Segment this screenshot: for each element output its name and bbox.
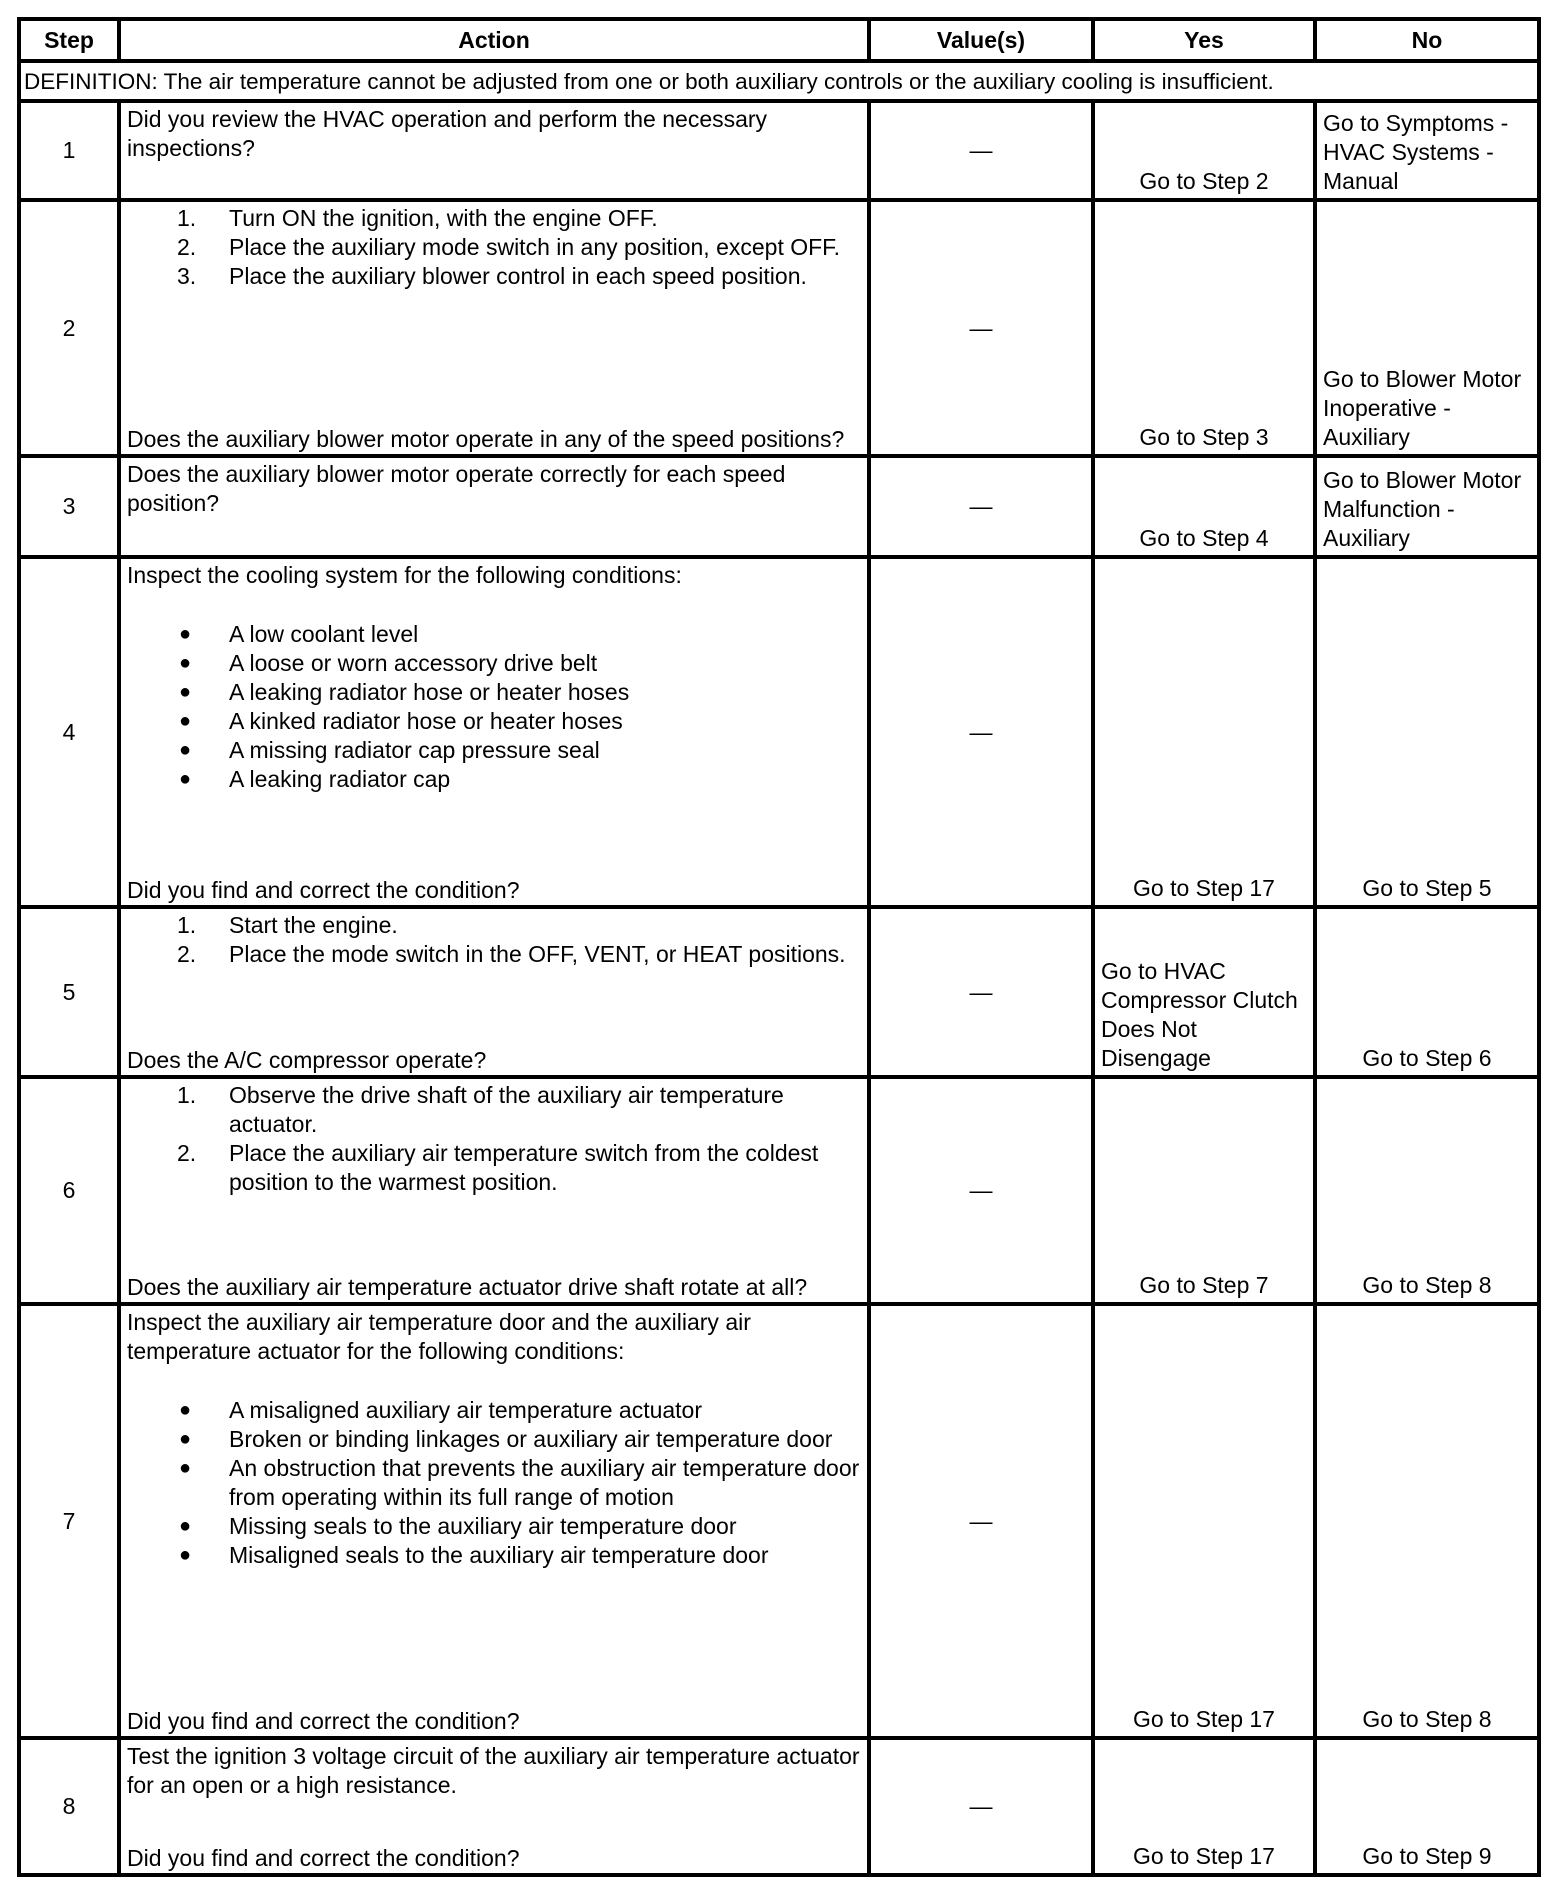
action-instructions <box>127 1081 861 1197</box>
no-link[interactable]: Go to Step 8 <box>1317 1306 1537 1736</box>
list-item-text: An obstruction that prevents the auxiliary air temperature door from operating within its full range of motion <box>229 1455 860 1510</box>
yes-link[interactable]: Go to Step 17 <box>1095 1306 1313 1736</box>
header-action: Action <box>121 21 867 59</box>
yes-link[interactable]: Go to Step 2 <box>1095 103 1313 198</box>
no-link[interactable]: Go to Blower Motor Inoperative - Auxiliary <box>1317 202 1537 454</box>
list-item <box>127 1081 861 1139</box>
list-number: 2. <box>177 1140 197 1166</box>
list-item <box>127 736 861 765</box>
list-item-text: A kinked radiator hose or heater hoses <box>229 708 623 734</box>
yes-link[interactable]: Go to Step 17 <box>1095 1740 1313 1873</box>
step-number: 1 <box>21 103 117 198</box>
list-item <box>127 1541 861 1570</box>
no-link[interactable]: Go to Step 6 <box>1317 909 1537 1075</box>
numbered-list <box>127 204 861 291</box>
bullet-list <box>127 620 861 794</box>
value-cell: — <box>871 1079 1091 1302</box>
list-item-text: Place the auxiliary mode switch in any position, except OFF. <box>229 234 841 260</box>
list-item-text: Observe the drive shaft of the auxiliary air temperature actuator. <box>229 1082 784 1137</box>
action-instructions <box>127 911 861 969</box>
list-item-text: A misaligned auxiliary air temperature actuator <box>229 1397 703 1423</box>
list-item <box>127 911 861 940</box>
bullet-icon: ● <box>179 681 192 703</box>
action-instructions <box>127 105 861 163</box>
action-question: Does the auxiliary blower motor operate in any of the speed positions? <box>127 426 845 452</box>
value-cell: — <box>871 1306 1091 1736</box>
header-step: Step <box>21 21 117 59</box>
header-no: No <box>1317 21 1537 59</box>
action-cell <box>121 458 867 555</box>
action-cell <box>121 909 867 1075</box>
action-cell <box>121 1306 867 1736</box>
value-cell: — <box>871 458 1091 555</box>
action-instructions <box>127 1742 861 1800</box>
list-item-text: Missing seals to the auxiliary air temperature door <box>229 1513 737 1539</box>
action-intro: Test the ignition 3 voltage circuit of the auxiliary air temperature actuator for an open or a high resistance. <box>127 1743 860 1798</box>
step-number: 5 <box>21 909 117 1075</box>
list-item <box>127 1139 861 1197</box>
action-cell <box>121 559 867 905</box>
numbered-list <box>127 911 861 969</box>
definition-row: DEFINITION: The air temperature cannot be adjusted from one or both auxiliary controls or the auxiliary cooling is insufficient. <box>21 63 1537 99</box>
bullet-icon: ● <box>179 768 192 790</box>
list-item-text: Start the engine. <box>229 912 398 938</box>
bullet-icon: ● <box>179 1457 192 1479</box>
value-cell: — <box>871 202 1091 454</box>
list-item <box>127 1425 861 1454</box>
bullet-icon: ● <box>179 1544 192 1566</box>
action-question: Did you find and correct the condition? <box>127 1708 520 1734</box>
bullet-icon: ● <box>179 710 192 732</box>
list-number: 2. <box>177 941 197 967</box>
bullet-icon: ● <box>179 1515 192 1537</box>
step-number: 2 <box>21 202 117 454</box>
list-item <box>127 620 861 649</box>
no-link[interactable]: Go to Symptoms - HVAC Systems - Manual <box>1317 103 1537 198</box>
list-item <box>127 940 861 969</box>
yes-link[interactable]: Go to Step 7 <box>1095 1079 1313 1302</box>
action-cell <box>121 202 867 454</box>
list-item-text: Turn ON the ignition, with the engine OFF. <box>229 205 658 231</box>
no-link[interactable]: Go to Blower Motor Malfunction - Auxiliary <box>1317 458 1537 555</box>
bullet-icon: ● <box>179 1428 192 1450</box>
action-cell <box>121 1079 867 1302</box>
list-item <box>127 1512 861 1541</box>
list-number: 3. <box>177 263 197 289</box>
no-link[interactable]: Go to Step 8 <box>1317 1079 1537 1302</box>
header-values: Value(s) <box>871 21 1091 59</box>
list-item-text: Misaligned seals to the auxiliary air temperature door <box>229 1542 769 1568</box>
action-question: Did you find and correct the condition? <box>127 1845 520 1871</box>
list-item-text: A low coolant level <box>229 621 419 647</box>
step-number: 6 <box>21 1079 117 1302</box>
bullet-icon: ● <box>179 739 192 761</box>
list-item <box>127 262 861 291</box>
action-instructions <box>127 561 861 794</box>
no-link[interactable]: Go to Step 9 <box>1317 1740 1537 1873</box>
action-cell <box>121 1740 867 1873</box>
list-number: 1. <box>177 1082 197 1108</box>
diagnostic-table <box>17 17 1541 1877</box>
action-question: Did you find and correct the condition? <box>127 877 520 903</box>
value-cell: — <box>871 1740 1091 1873</box>
step-number: 3 <box>21 458 117 555</box>
list-item <box>127 233 861 262</box>
list-item-text: Place the mode switch in the OFF, VENT, or HEAT positions. <box>229 941 846 967</box>
list-item-text: A loose or worn accessory drive belt <box>229 650 598 676</box>
yes-link[interactable]: Go to HVAC Compressor Clutch Does Not Disengage <box>1095 909 1313 1075</box>
step-number: 7 <box>21 1306 117 1736</box>
list-item-text: A leaking radiator cap <box>229 766 451 792</box>
list-item-text: Place the auxiliary blower control in each speed position. <box>229 263 807 289</box>
no-link[interactable]: Go to Step 5 <box>1317 559 1537 905</box>
step-number: 4 <box>21 559 117 905</box>
step-number: 8 <box>21 1740 117 1873</box>
yes-link[interactable]: Go to Step 17 <box>1095 559 1313 905</box>
action-instructions <box>127 204 861 291</box>
action-intro: Does the auxiliary blower motor operate correctly for each speed position? <box>127 461 786 516</box>
list-number: 2. <box>177 234 197 260</box>
numbered-list <box>127 1081 861 1197</box>
action-question: Does the A/C compressor operate? <box>127 1047 487 1073</box>
list-number: 1. <box>177 205 197 231</box>
list-item-text: Place the auxiliary air temperature switch from the coldest position to the warmest position. <box>229 1140 819 1195</box>
action-instructions <box>127 460 861 518</box>
list-item <box>127 707 861 736</box>
bullet-icon: ● <box>179 652 192 674</box>
list-number: 1. <box>177 912 197 938</box>
yes-link[interactable]: Go to Step 3 <box>1095 202 1313 454</box>
value-cell: — <box>871 103 1091 198</box>
action-intro: Inspect the auxiliary air temperature door and the auxiliary air temperature actuator for the following conditions: <box>127 1309 751 1364</box>
list-item-text: A missing radiator cap pressure seal <box>229 737 600 763</box>
list-item-text: A leaking radiator hose or heater hoses <box>229 679 630 705</box>
action-cell <box>121 103 867 198</box>
list-item <box>127 765 861 794</box>
value-cell: — <box>871 909 1091 1075</box>
bullet-icon: ● <box>179 623 192 645</box>
header-yes: Yes <box>1095 21 1313 59</box>
action-question: Does the auxiliary air temperature actuator drive shaft rotate at all? <box>127 1274 808 1300</box>
list-item <box>127 1454 861 1512</box>
list-item <box>127 204 861 233</box>
action-intro: Inspect the cooling system for the following conditions: <box>127 562 682 588</box>
bullet-icon: ● <box>179 1399 192 1421</box>
action-intro: Did you review the HVAC operation and perform the necessary inspections? <box>127 106 768 161</box>
value-cell: — <box>871 559 1091 905</box>
list-item <box>127 678 861 707</box>
action-instructions <box>127 1308 861 1570</box>
list-item-text: Broken or binding linkages or auxiliary air temperature door <box>229 1426 833 1452</box>
bullet-list <box>127 1396 861 1570</box>
yes-link[interactable]: Go to Step 4 <box>1095 458 1313 555</box>
list-item <box>127 1396 861 1425</box>
list-item <box>127 649 861 678</box>
